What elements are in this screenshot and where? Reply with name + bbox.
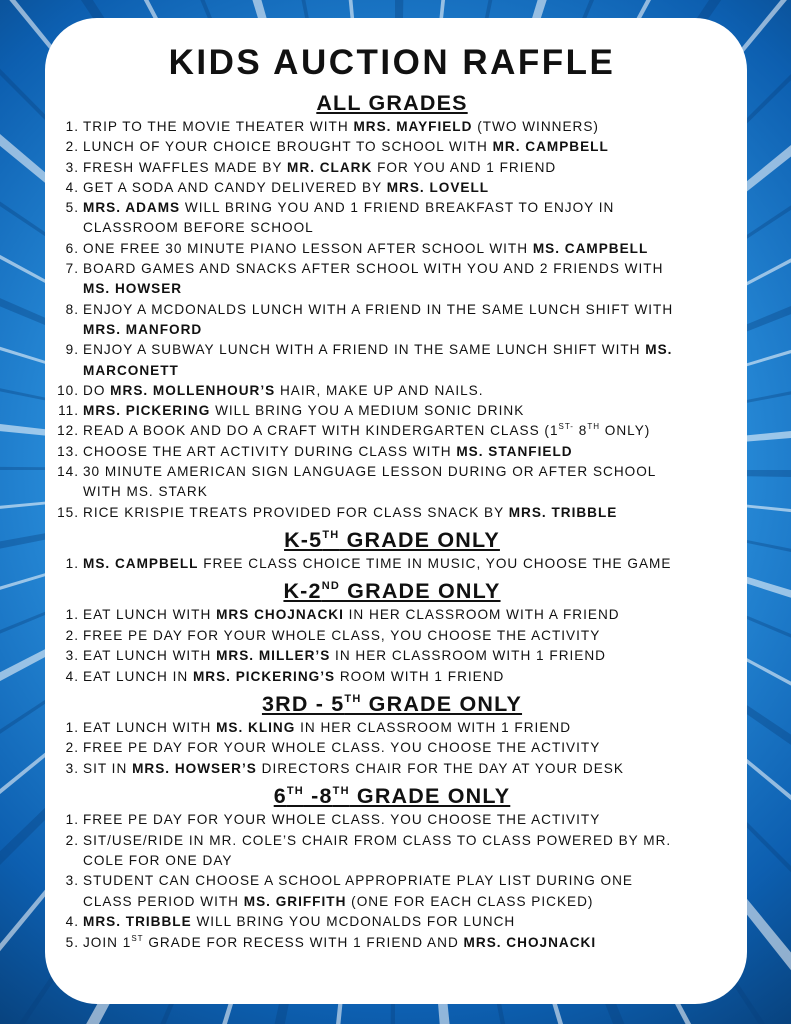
- prize-item: [55, 401, 729, 421]
- item-number: 15.: [57, 504, 79, 520]
- bold-name: MS. CAMPBELL: [83, 555, 199, 571]
- item-number: 6.: [65, 240, 79, 256]
- superscript: ST: [131, 933, 144, 943]
- prize-item: [55, 646, 729, 666]
- text-segment: GRADE ONLY: [349, 784, 511, 809]
- bold-name: MRS. MILLER’S: [216, 648, 331, 664]
- bold-name: MS. KLING: [216, 719, 296, 735]
- raffle-sections: [55, 90, 729, 953]
- prize-item: [55, 239, 729, 259]
- superscript: TH: [332, 785, 350, 798]
- prize-item: [55, 933, 729, 953]
- item-line: [83, 933, 729, 953]
- bold-name: MR. CAMPBELL: [492, 139, 609, 155]
- item-number: 1.: [65, 119, 79, 134]
- text-segment: CHOOSE THE ART ACTIVITY DURING CLASS WITH: [83, 443, 457, 459]
- text-segment: K-2: [283, 579, 322, 604]
- item-line: [83, 401, 729, 421]
- bold-name: MRS. LOVELL: [386, 179, 490, 195]
- bold-name: MS. GRIFFITH: [243, 893, 347, 909]
- bold-name: MRS. HOWSER’S: [132, 760, 257, 776]
- item-line: [83, 912, 729, 932]
- item-number: 5.: [65, 934, 79, 950]
- item-line: [83, 198, 729, 218]
- text-segment: RICE KRISPIE TREATS PROVIDED FOR CLASS SNACK BY: [83, 504, 509, 520]
- item-number: 12.: [57, 423, 79, 439]
- bold-name: MRS. MOLLENHOUR’S: [110, 382, 276, 398]
- text-segment: SIT/USE/RIDE IN MR. COLE’S CHAIR FROM CLASS TO CLASS POWERED BY MR.: [83, 832, 672, 848]
- text-segment: WILL BRING YOU A MEDIUM SONIC DRINK: [210, 403, 525, 419]
- bold-name: MS. CAMPBELL: [532, 240, 649, 256]
- prize-item: [55, 605, 729, 625]
- bold-name: MRS. PICKERING’S: [192, 668, 336, 684]
- prize-list: [55, 810, 729, 953]
- section-heading: ALL GRADES: [316, 91, 468, 115]
- prize-item: [55, 421, 729, 441]
- text-segment: IN HER CLASSROOM WITH A FRIEND: [343, 607, 620, 623]
- text-segment: ONE FREE 30 MINUTE PIANO LESSON AFTER SCHOOL WITH: [83, 240, 533, 256]
- bold-name: MR. CLARK: [287, 159, 373, 175]
- superscript: TH: [286, 785, 304, 798]
- bold-name: MRS. PICKERING: [83, 403, 211, 419]
- text-segment: GRADE ONLY: [361, 691, 523, 716]
- item-line: [83, 718, 729, 738]
- item-line: [83, 320, 729, 340]
- item-line: [83, 810, 729, 830]
- text-segment: EAT LUNCH IN: [83, 668, 193, 684]
- superscript: ND: [321, 580, 340, 593]
- section-heading: [55, 527, 729, 553]
- item-number: 14.: [57, 464, 79, 480]
- text-segment: FREE PE DAY FOR YOUR WHOLE CLASS. YOU CHOOSE THE ACTIVITY: [83, 740, 601, 756]
- item-line: [83, 646, 729, 666]
- item-number: 9.: [65, 342, 79, 358]
- item-line: [83, 871, 729, 891]
- text-segment: (ONE FOR EACH CLASS PICKED): [346, 893, 594, 909]
- item-number: 3.: [65, 760, 79, 776]
- item-line: [83, 239, 729, 259]
- bold-name: MS. STANFIELD: [456, 443, 573, 459]
- item-number: 2.: [65, 740, 79, 756]
- text-segment: WITH MS. STARK: [83, 484, 208, 500]
- section-heading: [55, 783, 729, 809]
- prize-item: [55, 259, 729, 300]
- text-segment: EAT LUNCH WITH: [83, 719, 217, 735]
- text-segment: GRADE ONLY: [339, 527, 500, 552]
- prize-item: [55, 300, 729, 341]
- text-segment: WILL BRING YOU MCDONALDS FOR LUNCH: [191, 914, 516, 930]
- text-segment: DIRECTORS CHAIR FOR THE DAY AT YOUR DESK: [256, 760, 624, 776]
- item-number: 3.: [65, 873, 79, 889]
- item-line: [83, 626, 729, 646]
- text-segment: LUNCH OF YOUR CHOICE BROUGHT TO SCHOOL WITH: [83, 139, 493, 155]
- item-number: 11.: [58, 403, 79, 419]
- text-segment: EAT LUNCH WITH: [83, 607, 217, 623]
- item-line: [83, 421, 729, 441]
- item-line: [83, 554, 729, 574]
- item-line: [83, 158, 729, 178]
- prize-list: [55, 117, 729, 523]
- item-line: [83, 117, 729, 137]
- text-segment: STUDENT CAN CHOOSE A SCHOOL APPROPRIATE PLAY LIST DURING ONE: [83, 873, 633, 889]
- superscript: TH: [344, 692, 362, 705]
- item-line: [83, 831, 729, 851]
- section-heading: [55, 578, 729, 604]
- bold-name: MRS. MAYFIELD: [353, 119, 473, 134]
- bold-name: MARCONETT: [83, 362, 179, 378]
- bold-name: MRS. ADAMS: [83, 200, 181, 216]
- page-title: KIDS AUCTION RAFFLE: [168, 43, 616, 82]
- superscript: TH: [587, 422, 600, 432]
- text-segment: FREE CLASS CHOICE TIME IN MUSIC, YOU CHOOSE THE GAME: [198, 555, 672, 571]
- item-line: [83, 259, 729, 279]
- text-segment: FOR YOU AND 1 FRIEND: [372, 159, 557, 175]
- prize-item: [55, 759, 729, 779]
- text-segment: 3RD - 5: [261, 691, 345, 716]
- prize-list: [55, 605, 729, 687]
- bold-name: MRS. TRIBBLE: [83, 914, 192, 930]
- item-line: [83, 667, 729, 687]
- prize-item: [55, 462, 729, 503]
- prize-item: [55, 178, 729, 198]
- text-segment: 8: [573, 423, 588, 439]
- text-segment: IN HER CLASSROOM WITH 1 FRIEND: [295, 719, 572, 735]
- item-line: [83, 892, 729, 912]
- text-segment: CLASS PERIOD WITH: [83, 893, 244, 909]
- text-segment: IN HER CLASSROOM WITH 1 FRIEND: [330, 648, 606, 664]
- text-segment: HAIR, MAKE UP AND NAILS.: [275, 382, 484, 398]
- item-line: [83, 462, 729, 482]
- text-segment: ENJOY A MCDONALDS LUNCH WITH A FRIEND IN THE SAME LUNCH SHIFT WITH: [83, 301, 674, 317]
- item-number: 13.: [57, 443, 79, 459]
- prize-item: [55, 137, 729, 157]
- text-segment: GRADE FOR RECESS WITH 1 FRIEND AND: [143, 934, 464, 950]
- prize-item: [55, 738, 729, 758]
- item-line: [83, 381, 729, 401]
- prize-item: [55, 198, 729, 239]
- item-number: 1.: [65, 555, 79, 571]
- prize-item: [55, 626, 729, 646]
- prize-item: [55, 340, 729, 381]
- prize-item: [55, 442, 729, 462]
- item-number: 2.: [65, 832, 79, 848]
- text-segment: BOARD GAMES AND SNACKS AFTER SCHOOL WITH YOU AND 2 FRIENDS WITH: [83, 261, 664, 277]
- section-heading: [55, 691, 729, 717]
- raffle-flyer-card: [45, 18, 747, 1004]
- bold-name: MRS. TRIBBLE: [508, 504, 618, 520]
- item-line: [83, 442, 729, 462]
- item-line: [83, 503, 729, 523]
- text-segment: -8: [303, 784, 333, 809]
- text-segment: EAT LUNCH WITH: [83, 648, 217, 664]
- bold-name: MRS. CHOJNACKI: [463, 934, 597, 950]
- prize-list: [55, 554, 729, 574]
- text-segment: ENJOY A SUBWAY LUNCH WITH A FRIEND IN THE SAME LUNCH SHIFT WITH: [83, 342, 646, 358]
- item-number: 3.: [65, 648, 79, 664]
- prize-item: [55, 912, 729, 932]
- item-line: [83, 279, 729, 299]
- item-line: [83, 851, 729, 871]
- text-segment: ROOM WITH 1 FRIEND: [335, 668, 505, 684]
- superscript: ST-: [558, 422, 574, 432]
- item-number: 1.: [65, 812, 79, 828]
- text-segment: K-5: [284, 527, 323, 552]
- item-line: [83, 218, 729, 238]
- item-number: 2.: [65, 627, 79, 643]
- item-line: [83, 738, 729, 758]
- text-segment: ONLY): [599, 423, 651, 439]
- prize-item: [55, 381, 729, 401]
- item-number: 1.: [65, 607, 79, 623]
- item-number: 3.: [65, 159, 79, 175]
- text-segment: SIT IN: [83, 760, 133, 776]
- text-segment: (TWO WINNERS): [472, 119, 599, 134]
- prize-list: [55, 718, 729, 779]
- text-segment: 6: [273, 784, 287, 809]
- text-segment: READ A BOOK AND DO A CRAFT WITH KINDERGARTEN CLASS (1: [83, 423, 559, 439]
- item-line: [83, 759, 729, 779]
- prize-item: [55, 503, 729, 523]
- prize-item: [55, 831, 729, 872]
- text-segment: GET A SODA AND CANDY DELIVERED BY: [83, 179, 387, 195]
- text-segment: DO: [83, 382, 111, 398]
- item-number: 8.: [65, 301, 79, 317]
- prize-item: [55, 158, 729, 178]
- prize-item: [55, 554, 729, 574]
- superscript: TH: [322, 528, 340, 541]
- prize-item: [55, 810, 729, 830]
- item-line: [83, 137, 729, 157]
- text-segment: FREE PE DAY FOR YOUR WHOLE CLASS, YOU CHOOSE THE ACTIVITY: [83, 627, 601, 643]
- item-number: 4.: [65, 179, 79, 195]
- text-segment: 30 MINUTE AMERICAN SIGN LANGUAGE LESSON DURING OR AFTER SCHOOL: [83, 464, 657, 480]
- item-number: 1.: [65, 719, 79, 735]
- text-segment: WILL BRING YOU AND 1 FRIEND BREAKFAST TO ENJOY IN: [180, 200, 615, 216]
- bold-name: MRS CHOJNACKI: [216, 607, 344, 623]
- item-number: 2.: [65, 139, 79, 155]
- item-number: 4.: [65, 914, 79, 930]
- item-line: [83, 605, 729, 625]
- text-segment: JOIN 1: [83, 934, 132, 950]
- text-segment: GRADE ONLY: [340, 579, 501, 604]
- item-number: 10.: [57, 382, 79, 398]
- item-line: [83, 340, 729, 360]
- text-segment: FRESH WAFFLES MADE BY: [83, 159, 288, 175]
- text-segment: CLASSROOM BEFORE SCHOOL: [83, 220, 314, 236]
- text-segment: COLE FOR ONE DAY: [83, 853, 233, 868]
- bold-name: MS.: [645, 342, 673, 358]
- prize-item: [55, 117, 729, 137]
- prize-item: [55, 871, 729, 912]
- item-number: 4.: [65, 668, 79, 684]
- bold-name: MS. HOWSER: [83, 281, 183, 297]
- bold-name: MRS. MANFORD: [83, 321, 203, 337]
- item-number: 5.: [65, 200, 79, 216]
- item-line: [83, 482, 729, 502]
- item-line: [83, 178, 729, 198]
- text-segment: TRIP TO THE MOVIE THEATER WITH: [83, 119, 354, 134]
- item-line: [83, 361, 729, 381]
- prize-item: [55, 667, 729, 687]
- item-number: 7.: [65, 261, 79, 277]
- prize-item: [55, 718, 729, 738]
- item-line: [83, 300, 729, 320]
- text-segment: FREE PE DAY FOR YOUR WHOLE CLASS. YOU CHOOSE THE ACTIVITY: [83, 812, 601, 828]
